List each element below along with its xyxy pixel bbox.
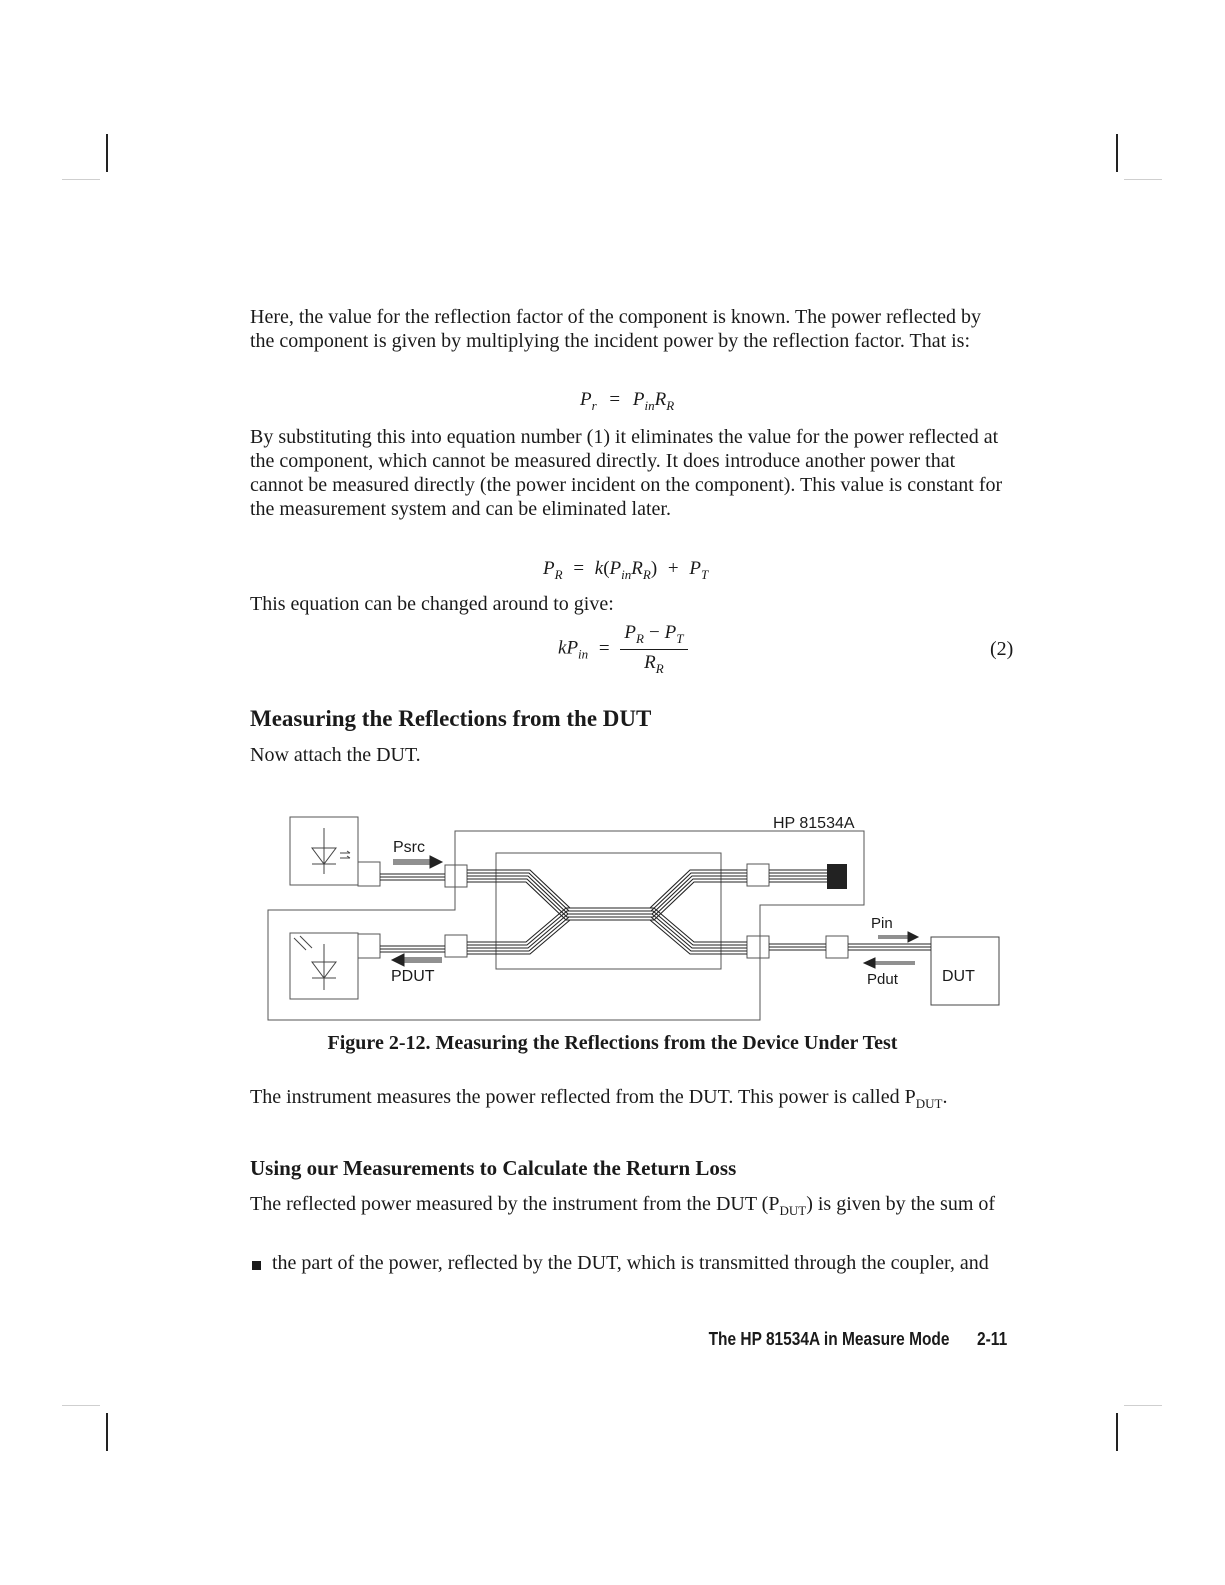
fiber-termination-block [827, 864, 847, 889]
connector-source [358, 862, 380, 886]
page-footer [708, 1329, 1007, 1350]
photodiode-icon [294, 936, 336, 990]
pdut-label: PDUT [391, 968, 435, 985]
laser-diode-icon [312, 828, 350, 874]
equation-number: (2) [990, 638, 1014, 660]
equation-pr: $P_r = P_{in}R_R$ [580, 389, 675, 413]
arrow-pin [878, 936, 910, 938]
equation-pR: $P_R = k(P_{in}R_R) + P_T$ [543, 558, 709, 582]
connector-coupler-left-top [445, 865, 467, 887]
fiber-output [769, 944, 826, 950]
arrow-pdut-small [873, 962, 915, 964]
bullet-item: the part of the power, reflected by the DUT, which is transmitted through the coupler, and [272, 1252, 989, 1274]
connector-output [826, 936, 848, 958]
dut-label: DUT [942, 968, 975, 985]
section-heading-return-loss: Using our Measurements to Calculate the Return Loss [250, 1156, 737, 1180]
paragraph-substitution: By substituting this into equation number (1) it eliminates the value for the power reflected at the component, which cannot be measured directly. It does introduce another power that cannot be measured directly (the power incident on the component). This value is constant for the measurement system and can be eliminated later. [250, 426, 1003, 520]
pdut-small-label: Pdut [867, 971, 898, 988]
connector-coupler-right-bottom [747, 936, 769, 958]
paragraph-attach: Now attach the DUT. [250, 744, 421, 766]
arrow-psrc [393, 860, 432, 864]
paragraph-intro: Here, the value for the reflection factor of the component is known. The power reflected by the component is given by multiplying the incident power by the reflection factor. That is: [250, 306, 982, 352]
paragraph-change: This equation can be changed around to give: [250, 593, 614, 615]
fiber-termination [769, 870, 827, 882]
fiber-detector [380, 946, 445, 952]
fiber-dut [848, 944, 931, 950]
page-number: 2-11 [976, 1329, 1007, 1349]
paragraph-measures: The instrument measures the power reflected from the DUT. This power is called $P_{DUT}$. [250, 1086, 948, 1111]
fiber-coupler-bottom-in [467, 908, 747, 942]
fiber-source [380, 874, 445, 880]
arrow-pdut [402, 958, 442, 962]
pin-label: Pin [871, 915, 893, 932]
connector-coupler-left-bottom [445, 935, 467, 957]
paragraph-reflected: The reflected power measured by the instrument from the DUT $(P_{DUT})$ is given by the sum of [250, 1193, 996, 1218]
footer-title: The HP 81534A in Measure Mode [708, 1329, 950, 1349]
connector-coupler-right-top [747, 864, 769, 886]
psrc-label: Psrc [393, 839, 425, 856]
instrument-label: HP 81534A [773, 815, 855, 832]
bullet-marker [252, 1261, 261, 1270]
figure-caption: Figure 2-12. Measuring the Reflections from the Device Under Test [327, 1032, 898, 1054]
connector-detector [358, 934, 380, 958]
equation-kpin: $kP_{in}$ = $\frac{P_R - P_T}{R_R}$ [558, 622, 688, 677]
instrument-outline [268, 831, 864, 1020]
section-heading-measuring: Measuring the Reflections from the DUT [250, 706, 652, 731]
